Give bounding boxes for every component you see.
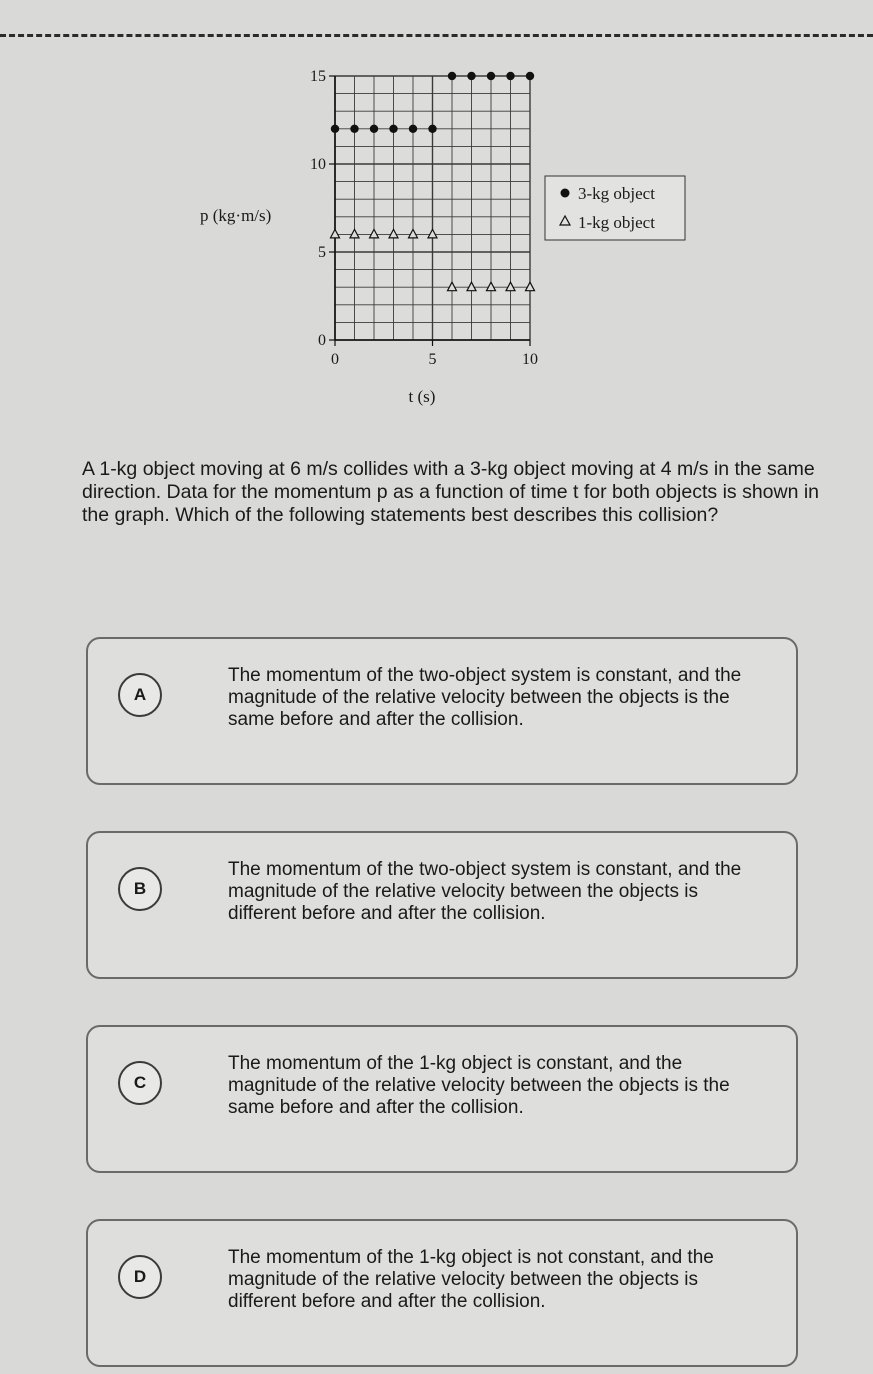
data-point-s0-7 [467,72,475,80]
data-point-s0-9 [506,72,514,80]
y-tick-label-1: 5 [318,244,326,261]
legend-label-1kg: 1-kg object [578,213,655,232]
x-tick-label-1: 5 [428,351,437,368]
data-point-s0-8 [487,72,495,80]
choice-letter-d: D [118,1255,162,1299]
data-point-s0-2 [370,125,378,133]
chart-legend [545,176,685,240]
x-tick-label-2: 10 [522,351,538,368]
x-tick-label-0: 0 [331,351,339,368]
choice-letter-a: A [118,673,162,717]
data-point-s0-3 [389,125,397,133]
data-point-s0-0 [331,125,339,133]
choice-c[interactable] [86,1025,798,1173]
choice-a[interactable] [86,637,798,785]
data-point-s0-4 [409,125,417,133]
data-point-s0-10 [526,72,534,80]
data-point-s0-1 [350,125,358,133]
data-point-s0-5 [428,125,436,133]
choice-b[interactable] [86,831,798,979]
choice-text-c: The momentum of the 1-kg object is constant, and the magnitude of the relative velocity between the objects is the same before and after the collision. [228,1053,730,1118]
momentum-chart [190,58,700,408]
chart-grid [335,76,530,340]
y-axis-label: p (kg·m/s) [200,206,272,225]
choice-letter-c: C [118,1061,162,1105]
question-text: A 1-kg object moving at 6 m/s collides with a 3-kg object moving at 4 m/s in the same direction. Data for the momentum p as a function of time t for both objects is shown in the graph. Which of the following statements best describes this collision? [82,458,820,526]
y-tick-label-0: 0 [318,332,326,349]
choice-text-a: The momentum of the two-object system is constant, and the magnitude of the relative velocity between the objects is the same before and after the collision. [228,665,742,730]
choice-text-d: The momentum of the 1-kg object is not constant, and the magnitude of the relative velocity between the objects is different before and after the collision. [228,1247,714,1312]
legend-marker-3kg [561,189,570,198]
choice-text-b: The momentum of the two-object system is constant, and the magnitude of the relative velocity between the objects is different before and after the collision. [228,859,742,924]
y-tick-label-2: 10 [310,156,326,173]
legend-label-3kg: 3-kg object [578,184,655,203]
top-dashed-divider [0,34,873,37]
x-axis-label: t (s) [408,387,436,406]
choice-d[interactable] [86,1219,798,1367]
choice-letter-b: B [118,867,162,911]
data-point-s0-6 [448,72,456,80]
y-tick-label-3: 15 [310,68,326,85]
